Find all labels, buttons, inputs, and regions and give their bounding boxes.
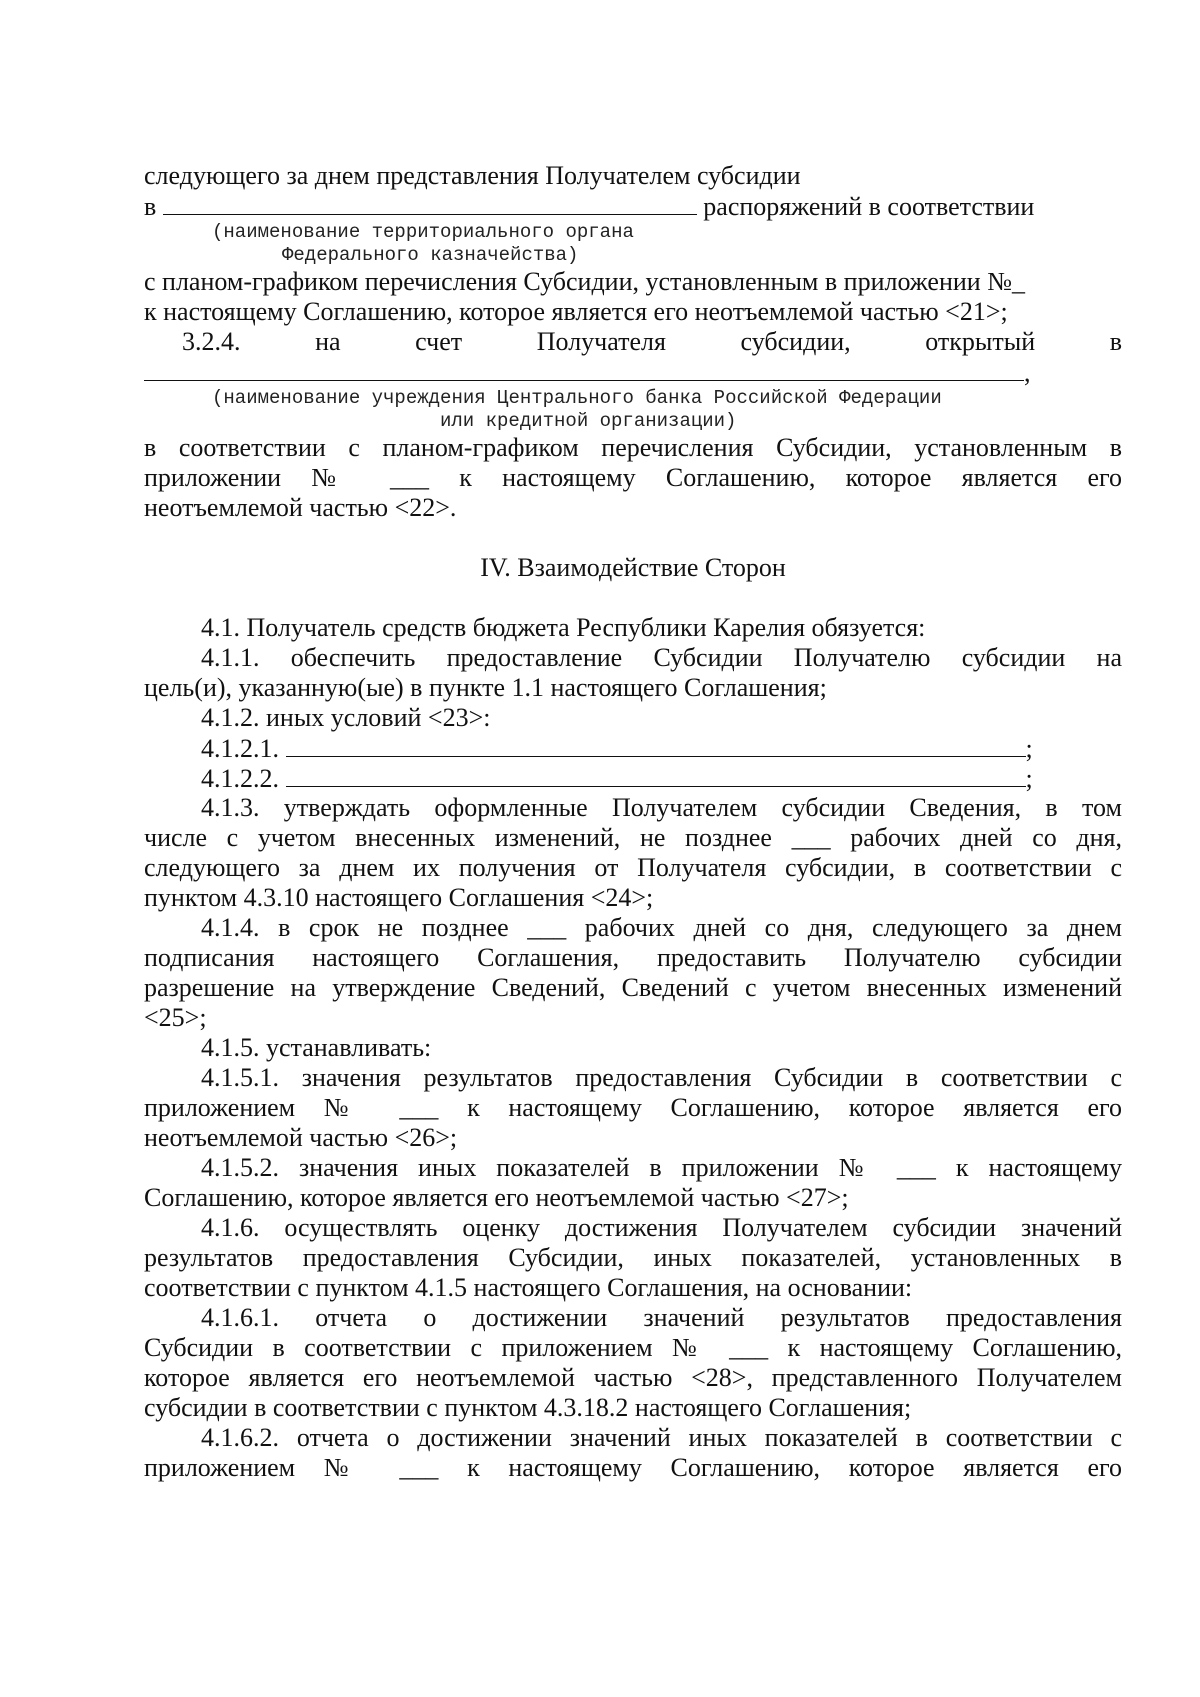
- text-line: 4.1. Получатель средств бюджета Республики Карелия обязуется:: [201, 613, 926, 642]
- footnote-caption: или кредитной организации): [440, 410, 737, 432]
- blank-field-condition-2[interactable]: [286, 762, 1026, 787]
- text-line: 4.1.1. обеспечить предоставление Субсидии Получателю субсидии на: [201, 643, 1122, 672]
- blank-line: [144, 356, 1122, 390]
- text-line: приложением № ___ к настоящему Соглашению, которое является его: [144, 1453, 1122, 1482]
- text-line: цель(и), указанную(ые) в пункте 1.1 настоящего Соглашения;: [144, 673, 827, 702]
- text-line: в соответствии с планом-графиком перечисления Субсидии, установленным в: [144, 433, 1122, 462]
- text-line: 3.2.4. на счет Получателя субсидии, открытый в: [182, 327, 1122, 356]
- text-line: субсидии в соответствии с пунктом 4.3.18.2 настоящего Соглашения;: [144, 1393, 912, 1422]
- blank-field-condition-1[interactable]: [286, 732, 1026, 757]
- text-line: пунктом 4.3.10 настоящего Соглашения <24>;: [144, 883, 654, 912]
- text-line: 4.1.3. утверждать оформленные Получателем субсидии Сведения, в том: [201, 793, 1122, 822]
- footnote-caption: Федерального казначейства): [282, 244, 579, 266]
- blank-field-bank-institution[interactable]: [144, 356, 1024, 381]
- text-line: подписания настоящего Соглашения, предоставить Получателю субсидии: [144, 943, 1122, 972]
- text-line: 4.1.6. осуществлять оценку достижения Получателем субсидии значений: [201, 1213, 1122, 1242]
- text-line: следующего за днем представления Получателем субсидии: [144, 161, 801, 190]
- text-line: 4.1.6.1. отчета о достижении значений результатов предоставления: [201, 1303, 1122, 1332]
- text-line: с планом-графиком перечисления Субсидии, установленным в приложении №_: [144, 267, 1026, 296]
- text-fragment: ;: [1025, 734, 1033, 763]
- text-line: числе с учетом внесенных изменений, не позднее ___ рабочих дней со дня,: [144, 823, 1122, 852]
- text-line: 4.1.2. иных условий <23>:: [201, 703, 491, 732]
- text-line: Субсидии в соответствии с приложением № ___ к настоящему Соглашению,: [144, 1333, 1122, 1362]
- text-line: которое является его неотъемлемой частью <28>, представленного Получателем: [144, 1363, 1122, 1392]
- text-fragment: 4.1.2.2.: [201, 764, 279, 793]
- text-line: 4.1.5.2. значения иных показателей в приложении № ___ к настоящему: [201, 1153, 1122, 1182]
- text-line: неотъемлемой частью <26>;: [144, 1123, 458, 1152]
- blank-line: [201, 732, 1122, 766]
- text-fragment: ,: [1024, 358, 1031, 387]
- text-line: 4.1.6.2. отчета о достижении значений иных показателей в соответствии с: [201, 1423, 1122, 1452]
- footnote-caption: (наименование учреждения Центрального банка Российской Федерации: [212, 387, 942, 409]
- text-line-with-blank: [144, 190, 1122, 224]
- text-fragment: 4.1.2.1.: [201, 734, 279, 763]
- text-line: следующего за днем их получения от Получателя субсидии, в соответствии с: [144, 853, 1122, 882]
- blank-line: [201, 762, 1122, 796]
- text-line: результатов предоставления Субсидии, иных показателей, установленных в: [144, 1243, 1122, 1272]
- text-line: соответствии с пунктом 4.1.5 настоящего Соглашения, на основании:: [144, 1273, 913, 1302]
- text-line: разрешение на утверждение Сведений, Сведений с учетом внесенных изменений: [144, 973, 1122, 1002]
- section-heading: IV. Взаимодействие Сторон: [480, 553, 786, 582]
- text-line: приложением № ___ к настоящему Соглашению, которое является его: [144, 1093, 1122, 1122]
- footnote-caption: (наименование территориального органа: [212, 221, 634, 243]
- blank-field-territorial-organ[interactable]: [163, 190, 697, 215]
- text-fragment: распоряжений в соответствии: [703, 192, 1035, 221]
- text-line: Соглашению, которое является его неотъемлемой частью <27>;: [144, 1183, 849, 1212]
- text-fragment: ;: [1025, 764, 1033, 793]
- text-line: 4.1.5. устанавливать:: [201, 1033, 432, 1062]
- text-line: 4.1.4. в срок не позднее ___ рабочих дней со дня, следующего за днем: [201, 913, 1122, 942]
- text-line: 4.1.5.1. значения результатов предоставления Субсидии в соответствии с: [201, 1063, 1122, 1092]
- text-line: <25>;: [144, 1003, 207, 1032]
- text-fragment: в: [144, 192, 157, 221]
- text-line: к настоящему Соглашению, которое является его неотъемлемой частью <21>;: [144, 297, 1008, 326]
- text-line: приложении № ___ к настоящему Соглашению, которое является его: [144, 463, 1122, 492]
- text-line: неотъемлемой частью <22>.: [144, 493, 457, 522]
